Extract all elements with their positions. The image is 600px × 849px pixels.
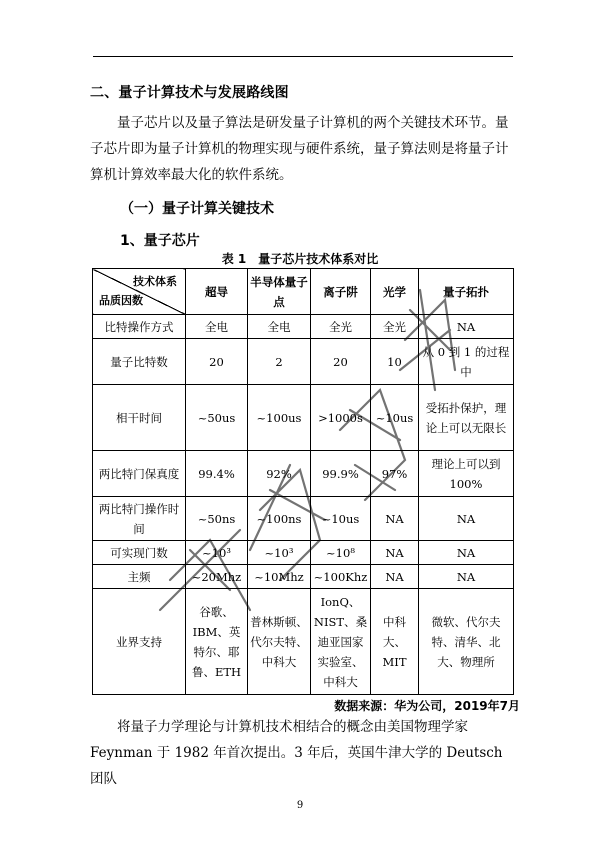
table-cell: ~10⁸ xyxy=(311,541,371,565)
table-row xyxy=(93,497,514,541)
table-row xyxy=(93,451,514,497)
table-cell: ~20Mhz xyxy=(186,565,248,589)
table-corner-cell xyxy=(93,269,186,315)
row-label: 业界支持 xyxy=(93,589,186,695)
table-cell: NA xyxy=(419,497,514,541)
table-row xyxy=(93,565,514,589)
table-cell: 99.4% xyxy=(186,451,248,497)
table-cell: 谷歌、IBM、英特尔、耶鲁、ETH xyxy=(186,589,248,695)
table-cell: ~50ns xyxy=(186,497,248,541)
table-row xyxy=(93,589,514,695)
column-header: 离子阱 xyxy=(311,269,371,315)
table-cell: 全电 xyxy=(186,315,248,339)
table-cell: NA xyxy=(371,541,419,565)
table-cell: NA xyxy=(371,497,419,541)
paragraph-intro: 量子芯片以及量子算法是研发量子计算机的两个关键技术环节。量子芯片即为量子计算机的物理实现与硬件系统，量子算法则是将量子计算机计算效率最大化的软件系统。 xyxy=(90,115,509,183)
row-label: 相干时间 xyxy=(93,385,186,451)
table-cell: >1000s xyxy=(311,385,371,451)
data-source-note: 数据来源：华为公司，2019年7月 xyxy=(334,699,520,713)
table-cell: 普林斯顿、代尔夫特、中科大 xyxy=(248,589,311,695)
table-cell: ~10³ xyxy=(248,541,311,565)
subsubsection-heading: 1、量子芯片 xyxy=(120,233,200,249)
row-label: 比特操作方式 xyxy=(93,315,186,339)
table-cell: ~50us xyxy=(186,385,248,451)
table-cell: ~10us xyxy=(371,385,419,451)
table-cell: 中科大、MIT xyxy=(371,589,419,695)
table-row xyxy=(93,385,514,451)
paragraph-history: 将量子力学理论与计算机技术相结合的概念由美国物理学家Feynman 于 1982 年首次提出。3 年后，英国牛津大学的 Deutsch 团队 xyxy=(90,719,503,787)
table-cell: 99.9% xyxy=(311,451,371,497)
column-header: 超导 xyxy=(186,269,248,315)
corner-label-bottom: 品质因数 xyxy=(99,294,143,307)
table-cell: NA xyxy=(419,565,514,589)
row-label: 两比特门操作时间 xyxy=(93,497,186,541)
table-cell: IonQ、NIST、桑迪亚国家实验室、中科大 xyxy=(311,589,371,695)
column-header: 量子拓扑 xyxy=(419,269,514,315)
table-cell: 全光 xyxy=(311,315,371,339)
table-cell: ~10³ xyxy=(186,541,248,565)
row-label: 量子比特数 xyxy=(93,339,186,385)
section-heading: 二、量子计算技术与发展路线图 xyxy=(90,85,289,101)
table-cell: NA xyxy=(419,315,514,339)
table-cell: ~10us xyxy=(311,497,371,541)
table-caption: 表 1 量子芯片技术体系对比 xyxy=(221,252,379,266)
table-cell: ~100us xyxy=(248,385,311,451)
table-cell: 10 xyxy=(371,339,419,385)
chip-comparison-table xyxy=(92,268,514,695)
row-label: 可实现门数 xyxy=(93,541,186,565)
table-row xyxy=(93,541,514,565)
table-cell: 20 xyxy=(186,339,248,385)
table-cell: 92% xyxy=(248,451,311,497)
table-cell: 2 xyxy=(248,339,311,385)
table-cell: NA xyxy=(371,565,419,589)
table-cell: NA xyxy=(419,541,514,565)
table-row xyxy=(93,315,514,339)
table-cell: 97% xyxy=(371,451,419,497)
row-label: 两比特门保真度 xyxy=(93,451,186,497)
table-cell: ~100Khz xyxy=(311,565,371,589)
table-cell: 从 0 到 1 的过程中 xyxy=(419,339,514,385)
page-number: 9 xyxy=(296,800,304,811)
table-row xyxy=(93,339,514,385)
corner-label-top: 技术体系 xyxy=(133,275,177,288)
subsection-heading: （一）量子计算关键技术 xyxy=(120,201,274,217)
table-cell: 全电 xyxy=(248,315,311,339)
table-cell: 理论上可以到 100% xyxy=(419,451,514,497)
table-cell: ~100ns xyxy=(248,497,311,541)
table-cell: 微软、代尔夫特、清华、北大、物理所 xyxy=(419,589,514,695)
table-cell: 受拓扑保护，理论上可以无限长 xyxy=(419,385,514,451)
table-cell: 20 xyxy=(311,339,371,385)
column-header: 光学 xyxy=(371,269,419,315)
row-label: 主频 xyxy=(93,565,186,589)
table-cell: ~10Mhz xyxy=(248,565,311,589)
table-cell: 全光 xyxy=(371,315,419,339)
column-header: 半导体量子点 xyxy=(248,269,311,315)
header-rule xyxy=(93,56,513,57)
